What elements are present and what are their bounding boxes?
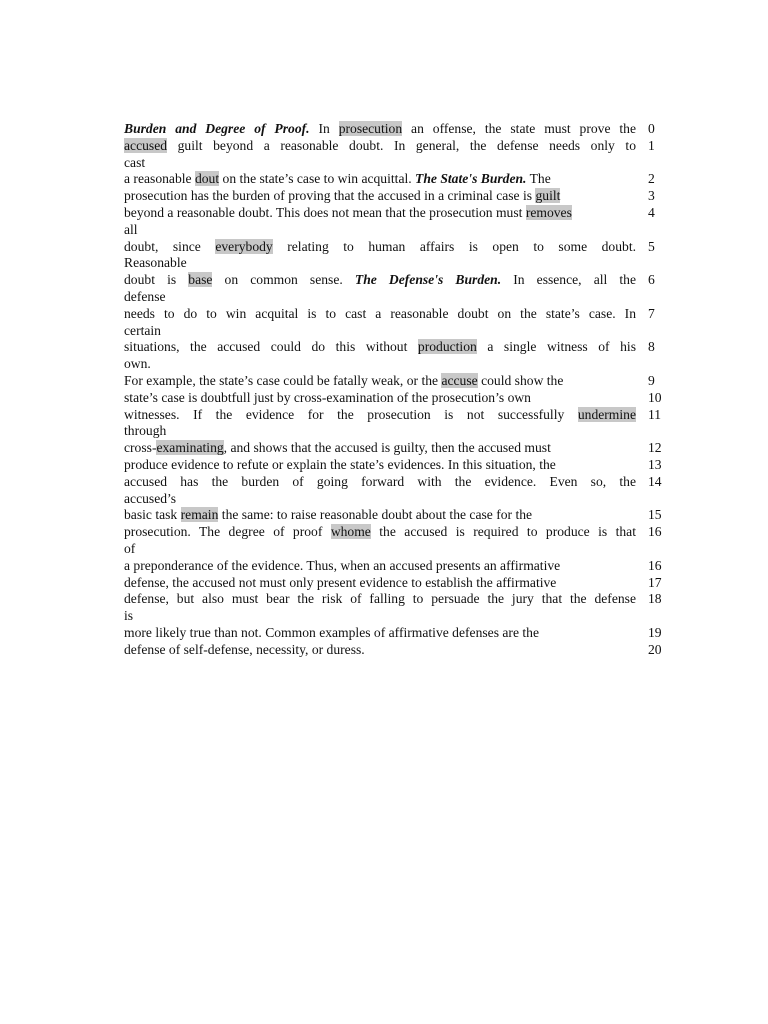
document-body (124, 121, 668, 659)
line-text (124, 440, 636, 457)
line-text (124, 507, 636, 524)
text-line (124, 491, 668, 508)
text-line (124, 272, 668, 289)
text-segment: The (526, 171, 551, 187)
line-number: 2 (648, 171, 655, 187)
text-segment: guilt beyond a reasonable doubt. In general, the defense needs only to (167, 137, 636, 153)
line-number: 3 (648, 188, 655, 204)
text-line (124, 289, 668, 306)
text-line (124, 642, 668, 659)
text-segment: , and shows that the accused is guilty, then the accused must (223, 440, 551, 456)
section-heading: The Defense's Burden. (354, 272, 502, 288)
line-text (124, 575, 636, 592)
text-segment: Reasonable (124, 255, 187, 271)
text-segment: In essence, all the (501, 272, 637, 288)
text-line (124, 306, 668, 323)
text-segment: a preponderance of the evidence. Thus, when an accused presents an affirmative (124, 557, 561, 573)
highlighted-word: examinating (156, 440, 224, 456)
text-line (124, 339, 668, 356)
highlighted-word: removes (525, 204, 572, 220)
highlighted-word: dout (194, 171, 220, 187)
text-segment: an offense, the state must prove the (402, 121, 637, 136)
text-segment: all (124, 221, 138, 237)
text-segment: prosecution has the burden of proving that the accused in a criminal case is (124, 188, 536, 204)
text-segment: In (309, 121, 339, 136)
text-segment: cross- (124, 440, 157, 456)
highlighted-word: remain (180, 507, 219, 523)
line-text (124, 188, 636, 205)
line-text (124, 222, 636, 239)
text-line (124, 524, 668, 541)
highlighted-word: whome (330, 524, 371, 540)
text-line (124, 205, 668, 222)
line-text (124, 121, 636, 138)
text-line (124, 239, 668, 256)
line-text (124, 642, 636, 659)
line-number: 15 (648, 507, 662, 523)
text-line (124, 625, 668, 642)
highlighted-word: accuse (441, 372, 478, 388)
text-segment: could show the (477, 372, 564, 388)
text-segment: cast (124, 154, 146, 170)
text-line (124, 155, 668, 172)
text-segment: more likely true than not. Common examples of affirmative defenses are the (124, 624, 539, 640)
line-text (124, 289, 636, 306)
line-text (124, 423, 636, 440)
line-number: 5 (648, 238, 655, 254)
line-number: 8 (648, 339, 655, 355)
text-segment: of (124, 540, 136, 556)
line-number: 0 (648, 121, 655, 136)
text-line (124, 407, 668, 424)
text-line (124, 507, 668, 524)
line-number: 16 (648, 524, 662, 540)
text-line (124, 323, 668, 340)
text-segment: defense of self-defense, necessity, or duress. (124, 641, 365, 657)
text-line (124, 608, 668, 625)
text-segment: defense (124, 288, 166, 304)
line-number: 19 (648, 624, 662, 640)
line-text (124, 541, 636, 558)
text-segment: needs to do to win acquital is to cast a reasonable doubt on the state’s case. In (124, 305, 636, 321)
line-text (124, 558, 636, 575)
text-segment: the accused is required to produce is that (370, 524, 636, 540)
text-segment: basic task (124, 507, 181, 523)
line-text (124, 306, 636, 323)
line-number: 9 (648, 372, 655, 388)
line-text (124, 155, 636, 172)
text-segment: doubt, since (124, 238, 216, 254)
text-line (124, 457, 668, 474)
line-text (124, 390, 636, 407)
text-line (124, 121, 668, 138)
text-segment: a single witness of his (476, 339, 636, 355)
line-number: 20 (648, 641, 662, 657)
line-text (124, 608, 636, 625)
highlighted-word: guilt (535, 188, 561, 204)
text-segment: produce evidence to refute or explain the state’s evidences. In this situation, the (124, 456, 556, 472)
line-text (124, 491, 636, 508)
highlighted-word: accused (124, 137, 168, 153)
section-heading: The State's Burden. (415, 171, 527, 187)
line-number: 14 (648, 473, 662, 489)
text-segment: witnesses. If the evidence for the prosecution is not successfully (124, 406, 578, 422)
text-line (124, 591, 668, 608)
text-segment: relating to human affairs is open to some doubt. (272, 238, 636, 254)
line-text (124, 171, 636, 188)
text-segment: on common sense. (212, 272, 355, 288)
text-line (124, 373, 668, 390)
line-text (124, 138, 636, 155)
line-number: 4 (648, 204, 655, 220)
line-text (124, 356, 636, 373)
line-number: 10 (648, 389, 662, 405)
line-number: 16 (648, 557, 662, 573)
highlighted-word: everybody (215, 238, 273, 254)
text-line (124, 474, 668, 491)
text-line (124, 255, 668, 272)
text-line (124, 356, 668, 373)
text-line (124, 575, 668, 592)
text-line (124, 138, 668, 155)
line-text (124, 407, 636, 424)
line-text (124, 457, 636, 474)
line-number: 11 (648, 406, 662, 422)
line-text (124, 339, 636, 356)
text-segment: a reasonable (124, 171, 195, 187)
text-segment: own. (124, 356, 151, 372)
text-segment: prosecution. The degree of proof (124, 524, 331, 540)
line-number: 13 (648, 456, 662, 472)
highlighted-word: prosecution (338, 121, 403, 136)
line-number: 1 (648, 137, 655, 153)
text-segment: through (124, 423, 167, 439)
line-number: 17 (648, 574, 662, 590)
text-segment: situations, the accused could do this without (124, 339, 418, 355)
text-segment: accused has the burden of going forward with the evidence. Even so, the (124, 473, 636, 489)
text-line (124, 541, 668, 558)
text-segment: certain (124, 322, 161, 338)
highlighted-word: base (188, 272, 213, 288)
line-text (124, 591, 636, 608)
line-text (124, 524, 636, 541)
text-line (124, 188, 668, 205)
line-number: 12 (648, 440, 662, 456)
line-text (124, 625, 636, 642)
line-text (124, 474, 636, 491)
line-text (124, 323, 636, 340)
highlighted-word: undermine (577, 406, 636, 422)
line-text (124, 255, 636, 272)
text-segment: state’s case is doubtfull just by cross-examination of the prosecution’s own (124, 389, 531, 405)
text-segment: For example, the state’s case could be fatally weak, or the (124, 372, 442, 388)
text-line (124, 423, 668, 440)
highlighted-word: production (417, 339, 477, 355)
text-segment: the same: to raise reasonable doubt about the case for the (218, 507, 533, 523)
line-text (124, 373, 636, 390)
line-text (124, 205, 636, 222)
line-text (124, 272, 636, 289)
text-segment: defense, the accused not must only present evidence to establish the affirmative (124, 574, 557, 590)
line-number: 18 (648, 591, 662, 607)
text-line (124, 171, 668, 188)
line-number: 7 (648, 305, 655, 321)
text-segment: on the state’s case to win acquittal. (219, 171, 416, 187)
text-line (124, 440, 668, 457)
line-text (124, 239, 636, 256)
text-segment: beyond a reasonable doubt. This does not mean that the prosecution must (124, 204, 526, 220)
section-heading: Burden and Degree of Proof. (124, 121, 310, 136)
text-line (124, 222, 668, 239)
text-segment: defense, but also must bear the risk of falling to persuade the jury that the defense (124, 591, 636, 607)
text-segment: doubt is (124, 272, 189, 288)
text-line (124, 558, 668, 575)
text-segment: is (124, 608, 134, 624)
line-number: 6 (648, 272, 655, 288)
text-line (124, 390, 668, 407)
text-segment: accused’s (124, 490, 177, 506)
